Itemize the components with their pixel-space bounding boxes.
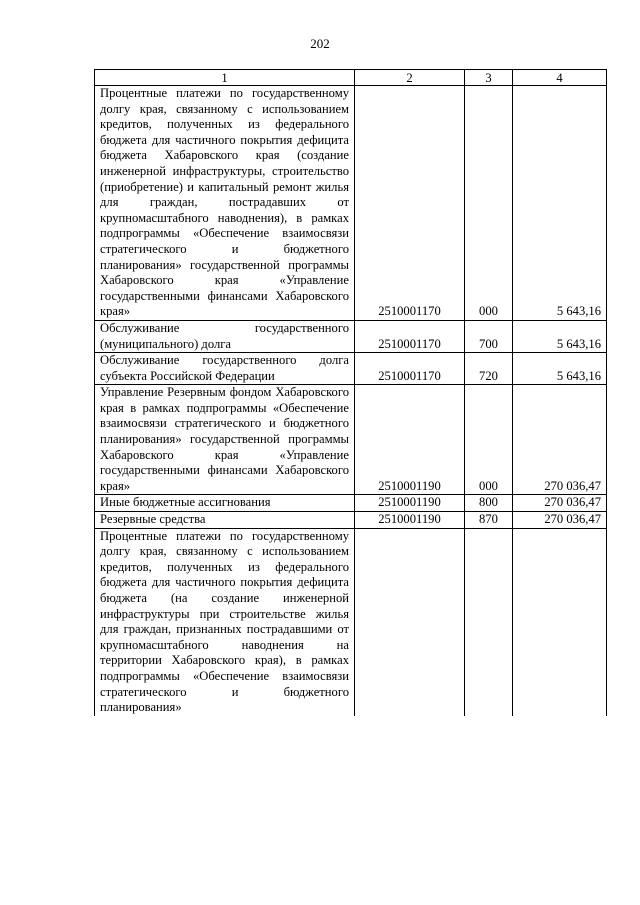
table-row <box>95 320 607 352</box>
row-expense-type: 870 <box>465 512 513 529</box>
column-header-1: 1 <box>95 70 355 86</box>
row-target-code: 2510001190 <box>355 512 465 529</box>
row-amount: 270 036,47 <box>513 495 607 512</box>
column-header-3: 3 <box>465 70 513 86</box>
row-expense-type: 720 <box>465 353 513 385</box>
row-description: Процентные платежи по государственному долгу края, связанному с использованием кредитов, полученных из федерального бюджета для частичного покрытия дефицита бюджета Хабаровского края (создание инженерной инфраструктуры, строительство (приобретение) и капитальный ремонт жилья для граждан, пострадавших от крупномасштабного наводнения), в рамках подпрограммы «Обеспечение взаимосвязи стратегического и бюджетного планирования» государственной программы Хабаровского края «Управление государственными финансами Хабаровского края» <box>95 86 355 321</box>
row-target-code: 2510001170 <box>355 320 465 352</box>
row-expense-type: 000 <box>465 385 513 495</box>
row-target-code: 2510001170 <box>355 353 465 385</box>
table-header-row <box>95 70 607 86</box>
row-description: Управление Резервным фондом Хабаровского края в рамках подпрограммы «Обеспечение взаимосвязи стратегического и бюджетного планирования» государственной программы Хабаровского края «Управление государственными финансами Хабаровского края» <box>95 385 355 495</box>
row-expense-type: 800 <box>465 495 513 512</box>
column-header-4: 4 <box>513 70 607 86</box>
row-amount: 270 036,47 <box>513 512 607 529</box>
row-description: Резервные средства <box>95 512 355 529</box>
column-header-2: 2 <box>355 70 465 86</box>
row-amount: 5 643,16 <box>513 353 607 385</box>
row-target-code: 2510001190 <box>355 495 465 512</box>
budget-table <box>94 69 607 716</box>
row-target-code: 2510001170 <box>355 86 465 321</box>
row-expense-type <box>465 528 513 716</box>
row-description: Обслуживание государственного долга субъекта Российской Федерации <box>95 353 355 385</box>
row-expense-type: 700 <box>465 320 513 352</box>
table-row <box>95 528 607 716</box>
row-amount: 5 643,16 <box>513 320 607 352</box>
row-description: Обслуживание государственного (муниципального) долга <box>95 320 355 352</box>
table-row <box>95 385 607 495</box>
row-amount: 5 643,16 <box>513 86 607 321</box>
row-description: Иные бюджетные ассигнования <box>95 495 355 512</box>
row-amount <box>513 528 607 716</box>
table-row <box>95 353 607 385</box>
row-target-code <box>355 528 465 716</box>
row-description: Процентные платежи по государственному долгу края, связанному с использованием кредитов, полученных из федерального бюджета для частичного покрытия дефицита бюджета (на создание инженерной инфраструктуры при строительстве жилья для граждан, признанных пострадавшими от крупномасштабного наводнения на территории Хабаровского края), в рамках подпрограммы «Обеспечение взаимосвязи стратегического и бюджетного планирования» <box>95 528 355 716</box>
table-row <box>95 495 607 512</box>
table-row <box>95 512 607 529</box>
row-target-code: 2510001190 <box>355 385 465 495</box>
row-expense-type: 000 <box>465 86 513 321</box>
table-row <box>95 86 607 321</box>
row-amount: 270 036,47 <box>513 385 607 495</box>
page-number: 202 <box>310 36 330 51</box>
